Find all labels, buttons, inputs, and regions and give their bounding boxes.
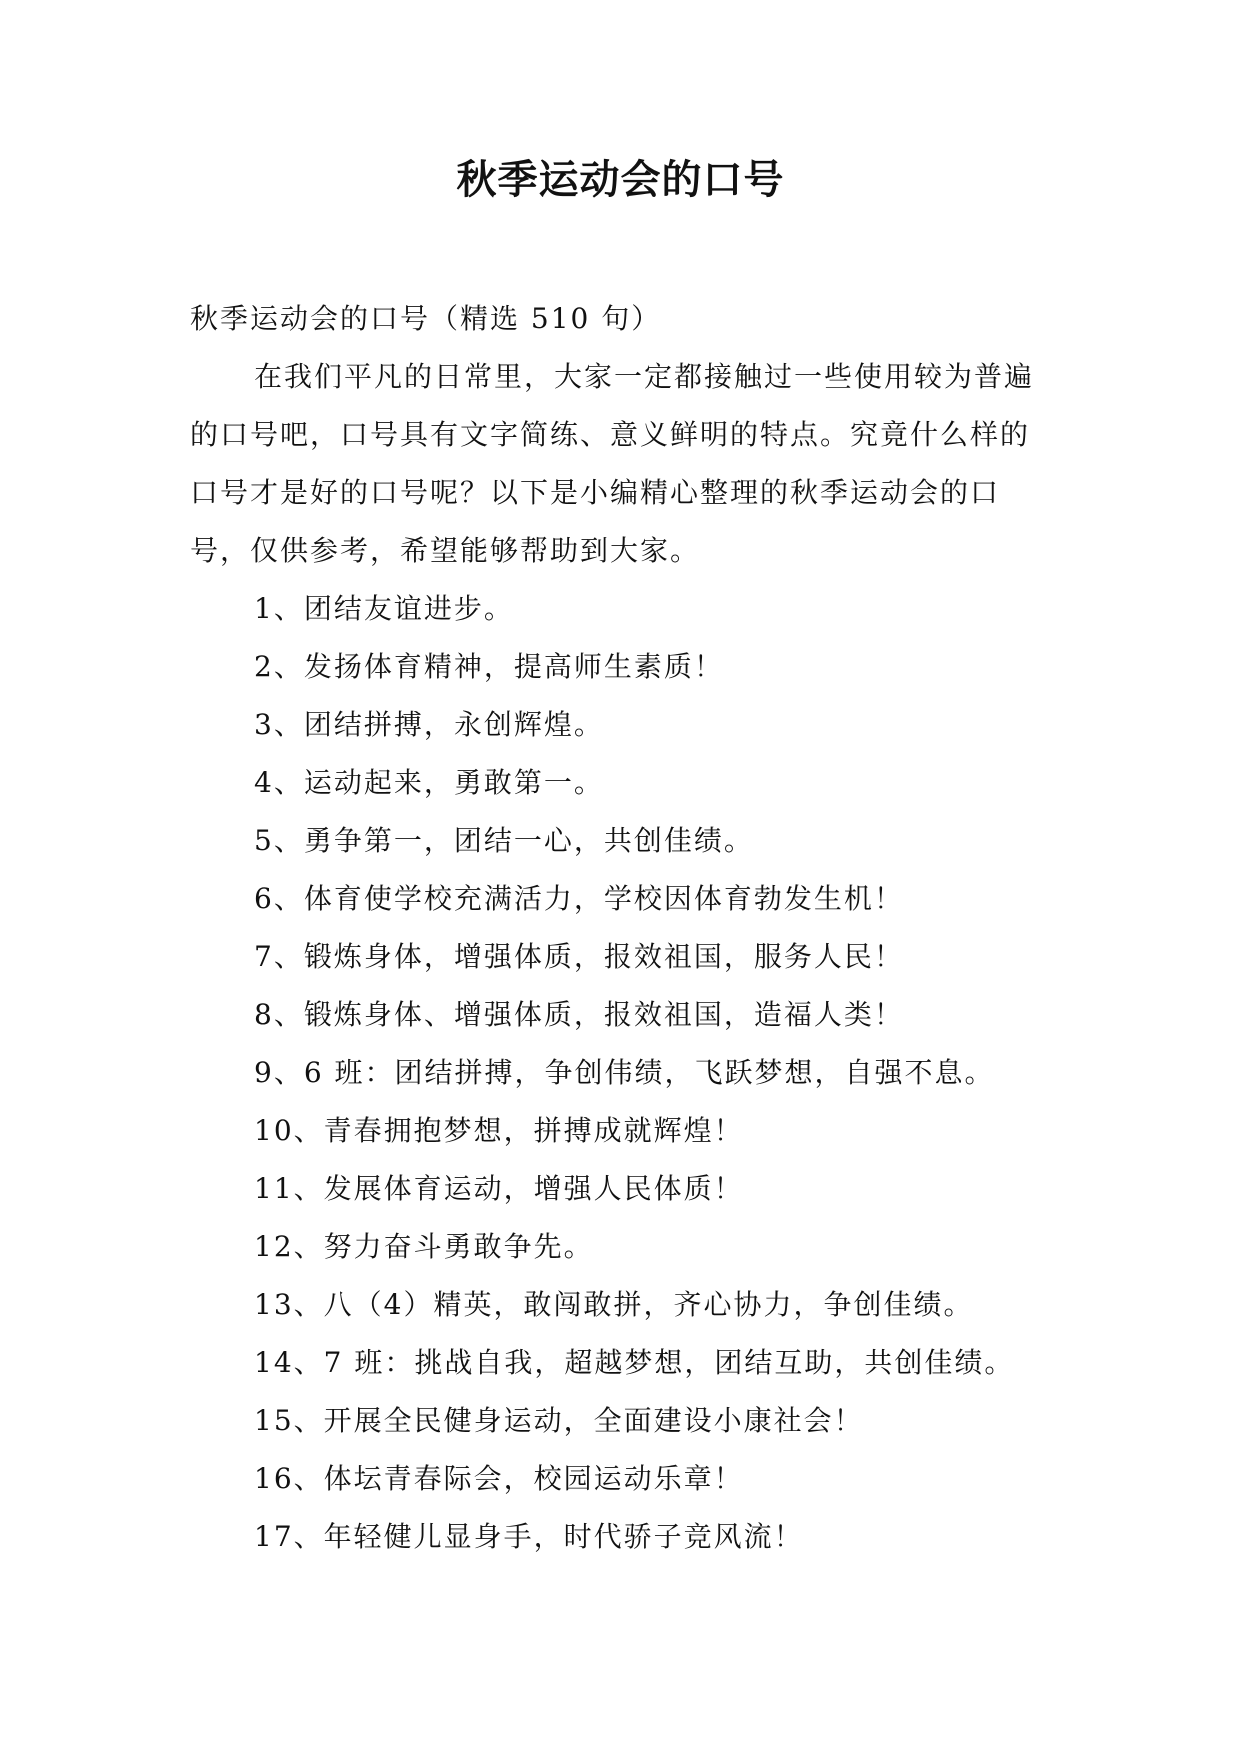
intro-paragraph: 在我们平凡的日常里，大家一定都接触过一些使用较为普遍的口号吧，口号具有文字简练、意义鲜明的特点。究竟什么样的口号才是好的口号呢？以下是小编精心整理的秋季运动会的口号，仅供参考，希望能够帮助到大家。 [190,360,1035,567]
slogan-item: 14、7 班：挑战自我，超越梦想，团结互助，共创佳绩。 [254,1346,1015,1379]
slogan-item: 3、团结拼搏，永创辉煌。 [254,708,604,741]
slogan-list [190,580,1070,1566]
slogan-item: 1、团结友谊进步。 [254,592,514,625]
slogan-item: 10、青春拥抱梦想，拼搏成就辉煌！ [254,1114,744,1147]
slogan-item: 8、锻炼身体、增强体质，报效祖国，造福人类！ [254,998,904,1031]
slogan-item: 9、6 班：团结拼搏，争创伟绩，飞跃梦想，自强不息。 [254,1056,995,1089]
slogan-item: 13、八（4）精英，敢闯敢拼，齐心协力，争创佳绩。 [254,1288,974,1321]
slogan-item: 5、勇争第一，团结一心，共创佳绩。 [254,824,754,857]
slogan-item: 17、年轻健儿显身手，时代骄子竞风流！ [254,1520,804,1553]
slogan-item: 7、锻炼身体，增强体质，报效祖国，服务人民！ [254,940,904,973]
slogan-item: 15、开展全民健身运动，全面建设小康社会！ [254,1404,864,1437]
slogan-item: 11、发展体育运动，增强人民体质！ [254,1172,744,1205]
document-subtitle: 秋季运动会的口号（精选 510 句） [190,302,662,335]
document-body [190,290,1070,1566]
slogan-item: 4、运动起来，勇敢第一。 [254,766,604,799]
document-title: 秋季运动会的口号 [456,157,785,203]
slogan-item: 12、努力奋斗勇敢争先。 [254,1230,594,1263]
slogan-item: 6、体育使学校充满活力，学校因体育勃发生机！ [254,882,904,915]
slogan-item: 16、体坛青春际会，校园运动乐章！ [254,1462,744,1495]
slogan-item: 2、发扬体育精神，提高师生素质！ [254,650,724,683]
